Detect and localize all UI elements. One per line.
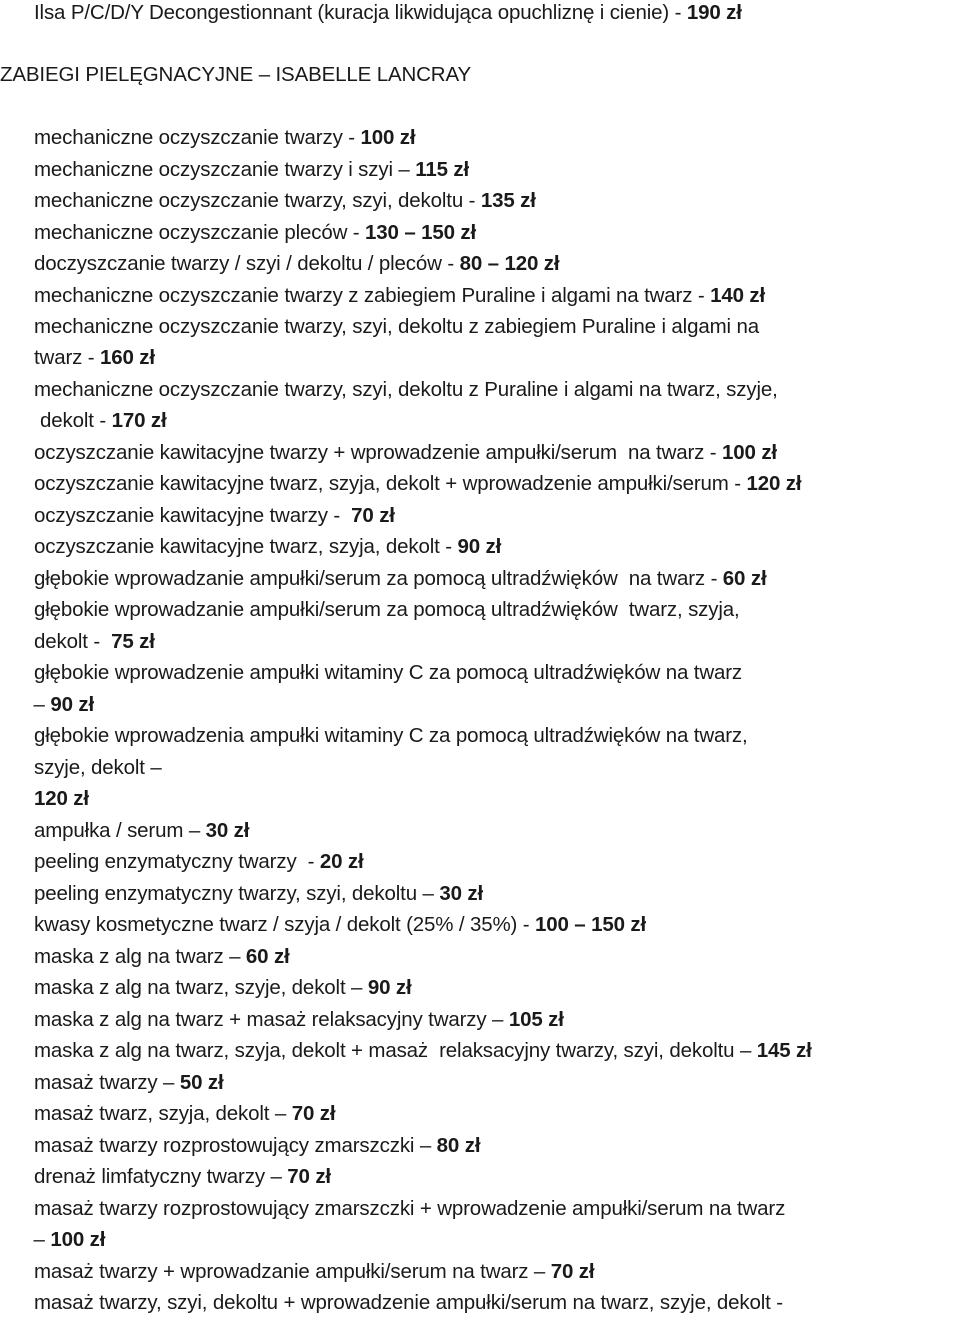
treatment-price: 50 zł (179, 1071, 224, 1094)
treatment-price: 130 – 150 zł (365, 221, 477, 244)
treatment-name: maska z alg na twarz + masaż relaksacyjny twarzy – (34, 1008, 509, 1031)
treatment-name: peeling enzymatyczny twarzy, szyi, dekoltu – (34, 882, 440, 905)
treatment-line (34, 881, 483, 907)
treatment-line (34, 566, 767, 592)
treatment-price: 100 zł (722, 441, 777, 464)
treatment-name: mechaniczne oczyszczanie twarzy, szyi, dekoltu z zabiegiem Puraline i algami na (34, 315, 759, 338)
treatment-name: mechaniczne oczyszczanie twarzy - (34, 126, 361, 149)
treatment-line (34, 723, 748, 749)
treatment-price: 30 zł (205, 819, 250, 842)
treatment-price: 30 zł (439, 882, 484, 905)
treatment-line (28, 1227, 105, 1253)
treatment-name: – (28, 693, 51, 716)
treatment-line (34, 1038, 812, 1064)
treatment-line (34, 220, 476, 246)
treatment-name: peeling enzymatyczny twarzy - (34, 850, 320, 873)
treatment-name: szyje, dekolt – (34, 756, 162, 779)
treatment-name: Ilsa P/C/D/Y Decongestionnant (kuracja likwidująca opuchliznę i cienie) - (34, 1, 687, 24)
treatment-line (34, 471, 801, 497)
treatment-line (34, 314, 759, 340)
treatment-price: 80 zł (436, 1134, 481, 1157)
treatment-line (34, 440, 777, 466)
treatment-line (34, 157, 469, 183)
treatment-line (34, 125, 415, 151)
treatment-price: 60 zł (722, 567, 767, 590)
treatment-price: 135 zł (480, 189, 536, 212)
treatment-price: 90 zł (367, 976, 412, 999)
treatment-line (34, 345, 155, 371)
treatment-line (34, 944, 290, 970)
treatment-name: masaż twarzy + wprowadzanie ampułki/serum na twarz – (34, 1260, 551, 1283)
treatment-name: mechaniczne oczyszczanie twarzy i szyi – (34, 158, 416, 181)
treatment-name: głębokie wprowadzenia ampułki witaminy C za pomocą ultradźwięków na twarz, (34, 724, 748, 747)
treatment-name: ampułka / serum – (34, 819, 206, 842)
treatment-line (34, 0, 742, 26)
treatment-line (34, 1196, 785, 1222)
treatment-price: 105 zł (508, 1008, 564, 1031)
treatment-line (28, 692, 94, 718)
treatment-name: drenaż limfatyczny twarzy – (34, 1165, 288, 1188)
treatment-price: 120 zł (34, 787, 89, 810)
treatment-name: oczyszczanie kawitacyjne twarz, szyja, dekolt - (34, 535, 458, 558)
treatment-name: dekolt - (34, 630, 112, 653)
treatment-price: 75 zł (111, 630, 155, 653)
treatment-name: mechaniczne oczyszczanie twarzy z zabiegiem Puraline i algami na twarz - (34, 284, 711, 307)
treatment-price: 160 zł (100, 346, 155, 369)
treatment-line (34, 975, 412, 1001)
treatment-price: 70 zł (550, 1260, 595, 1283)
treatment-name: oczyszczanie kawitacyjne twarz, szyja, dekolt + wprowadzenie ampułki/serum - (34, 472, 747, 495)
treatment-name: twarz - (34, 346, 100, 369)
treatment-line (34, 660, 742, 686)
treatment-name: oczyszczanie kawitacyjne twarzy - (34, 504, 352, 527)
treatment-name: mechaniczne oczyszczanie twarzy, szyi, dekoltu z Puraline i algami na twarz, szyje, (34, 378, 778, 401)
treatment-line (34, 534, 501, 560)
treatment-name: głębokie wprowadzanie ampułki/serum za pomocą ultradźwięków na twarz - (34, 567, 723, 590)
treatment-name: maska z alg na twarz, szyje, dekolt – (34, 976, 368, 999)
treatment-line (40, 408, 167, 434)
treatment-name: oczyszczanie kawitacyjne twarzy + wprowadzenie ampułki/serum na twarz - (34, 441, 723, 464)
treatment-name: masaż twarz, szyja, dekolt – (34, 1102, 292, 1125)
treatment-line (34, 283, 765, 309)
treatment-line (34, 503, 395, 529)
treatment-price: 145 zł (756, 1039, 812, 1062)
treatment-price: 100 – 150 zł (535, 913, 647, 936)
treatment-price: 100 zł (360, 126, 416, 149)
treatment-name: mechaniczne oczyszczanie twarzy, szyi, dekoltu - (34, 189, 481, 212)
treatment-price: 190 zł (686, 1, 742, 24)
treatment-price: 170 zł (111, 409, 167, 432)
treatment-name: mechaniczne oczyszczanie pleców - (34, 221, 366, 244)
treatment-line (34, 818, 249, 844)
treatment-price: 70 zł (351, 504, 395, 527)
treatment-name: kwasy kosmetyczne twarz / szyja / dekolt (25% / 35%) - (34, 913, 535, 936)
treatment-name: doczyszczanie twarzy / szyi / dekoltu / pleców - (34, 252, 460, 275)
treatment-price: 115 zł (415, 158, 470, 181)
treatment-price: 90 zł (457, 535, 502, 558)
treatment-price: 90 zł (50, 693, 95, 716)
section-heading-text: ZABIEGI PIELĘGNACYJNE – ISABELLE LANCRAY (0, 63, 471, 86)
treatment-name: – (28, 1228, 51, 1251)
treatment-name: masaż twarzy – (34, 1071, 180, 1094)
treatment-line (34, 849, 364, 875)
treatment-line (34, 912, 646, 938)
treatment-line (34, 1101, 335, 1127)
treatment-line (34, 188, 536, 214)
treatment-line (34, 1259, 594, 1285)
treatment-name: masaż twarzy rozprostowujący zmarszczki + wprowadzenie ampułki/serum na twarz (34, 1197, 786, 1220)
treatment-price: 80 – 120 zł (459, 252, 560, 275)
treatment-line (34, 1290, 783, 1316)
treatment-line (34, 1007, 564, 1033)
treatment-line (34, 755, 162, 781)
treatment-price: 120 zł (746, 472, 802, 495)
treatment-price: 140 zł (710, 284, 766, 307)
treatment-name: maska z alg na twarz – (34, 945, 246, 968)
treatment-name: maska z alg na twarz, szyja, dekolt + masaż relaksacyjny twarzy, szyi, dekoltu – (34, 1039, 757, 1062)
treatment-line (34, 597, 740, 623)
treatment-line (34, 1164, 331, 1190)
treatment-name: dekolt - (40, 409, 112, 432)
treatment-name: masaż twarzy rozprostowujący zmarszczki – (34, 1134, 437, 1157)
treatment-price: 20 zł (319, 850, 364, 873)
treatment-line (34, 1070, 224, 1096)
treatment-price: 70 zł (287, 1165, 331, 1188)
treatment-price: 70 zł (291, 1102, 336, 1125)
treatment-name: masaż twarzy, szyi, dekoltu + wprowadzenie ampułki/serum na twarz, szyje, dekolt - (34, 1291, 783, 1314)
treatment-price: 100 zł (50, 1228, 106, 1251)
treatment-line (34, 1133, 480, 1159)
section-heading (0, 62, 471, 88)
treatment-price: 60 zł (245, 945, 290, 968)
treatment-line (34, 629, 155, 655)
treatment-name: głębokie wprowadzanie ampułki/serum za pomocą ultradźwięków twarz, szyja, (34, 598, 740, 621)
treatment-line (34, 251, 559, 277)
treatment-line (34, 377, 778, 403)
treatment-name: głębokie wprowadzenie ampułki witaminy C za pomocą ultradźwięków na twarz (34, 661, 743, 684)
treatment-line (34, 786, 89, 812)
